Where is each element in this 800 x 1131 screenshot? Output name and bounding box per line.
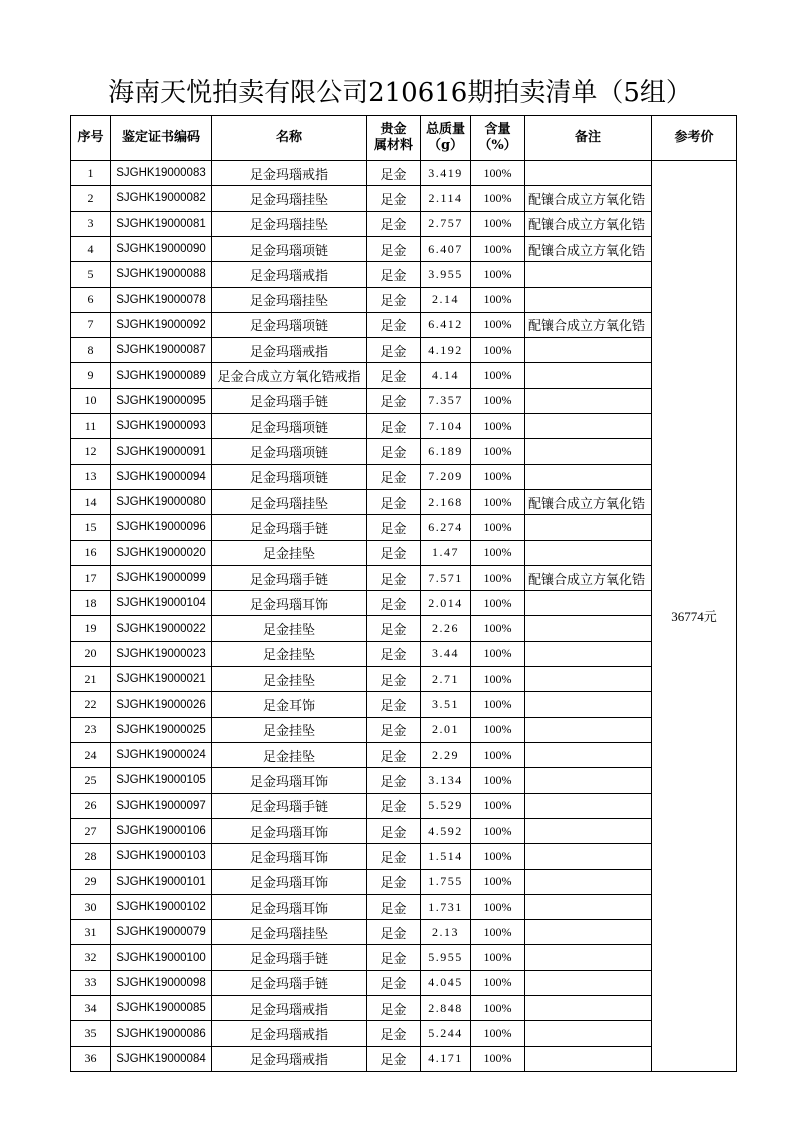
serial-number-cell: 28 bbox=[71, 844, 111, 869]
certificate-code-cell: SJGHK19000101 bbox=[111, 870, 212, 895]
purity-cell: 100% bbox=[471, 490, 525, 515]
total-weight-cell: 4.14 bbox=[421, 363, 471, 388]
material-cell: 足金 bbox=[367, 591, 421, 616]
material-cell: 足金 bbox=[367, 262, 421, 287]
item-name-cell: 足金挂坠 bbox=[212, 667, 367, 692]
material-cell: 足金 bbox=[367, 1047, 421, 1072]
certificate-code-cell: SJGHK19000099 bbox=[111, 566, 212, 591]
total-weight-cell: 2.168 bbox=[421, 490, 471, 515]
purity-cell: 100% bbox=[471, 591, 525, 616]
purity-cell: 100% bbox=[471, 1021, 525, 1046]
serial-number-cell: 16 bbox=[71, 541, 111, 566]
certificate-code-cell: SJGHK19000097 bbox=[111, 794, 212, 819]
purity-cell: 100% bbox=[471, 768, 525, 793]
header-item-name: 名称 bbox=[212, 116, 367, 161]
certificate-code-cell: SJGHK19000087 bbox=[111, 338, 212, 363]
material-cell: 足金 bbox=[367, 515, 421, 540]
serial-number-cell: 3 bbox=[71, 212, 111, 237]
purity-cell: 100% bbox=[471, 465, 525, 490]
remark-cell bbox=[525, 465, 652, 490]
item-name-cell: 足金挂坠 bbox=[212, 642, 367, 667]
serial-number-cell: 20 bbox=[71, 642, 111, 667]
certificate-code-cell: SJGHK19000095 bbox=[111, 389, 212, 414]
material-cell: 足金 bbox=[367, 288, 421, 313]
material-cell: 足金 bbox=[367, 768, 421, 793]
purity-cell: 100% bbox=[471, 363, 525, 388]
header-remark: 备注 bbox=[525, 116, 652, 161]
item-name-cell: 足金挂坠 bbox=[212, 616, 367, 641]
remark-cell bbox=[525, 591, 652, 616]
certificate-code-cell: SJGHK19000102 bbox=[111, 895, 212, 920]
reference-price-cell: 36774元 bbox=[652, 161, 737, 1072]
serial-number-cell: 14 bbox=[71, 490, 111, 515]
total-weight-cell: 6.407 bbox=[421, 237, 471, 262]
header-reference-price: 参考价 bbox=[652, 116, 737, 161]
certificate-code-cell: SJGHK19000026 bbox=[111, 692, 212, 717]
serial-number-cell: 2 bbox=[71, 186, 111, 211]
material-cell: 足金 bbox=[367, 414, 421, 439]
serial-number-cell: 33 bbox=[71, 971, 111, 996]
certificate-code-cell: SJGHK19000100 bbox=[111, 945, 212, 970]
certificate-code-cell: SJGHK19000104 bbox=[111, 591, 212, 616]
certificate-code-cell: SJGHK19000023 bbox=[111, 642, 212, 667]
purity-cell: 100% bbox=[471, 237, 525, 262]
header-certificate-code: 鉴定证书编码 bbox=[111, 116, 212, 161]
purity-cell: 100% bbox=[471, 920, 525, 945]
certificate-code-cell: SJGHK19000086 bbox=[111, 1021, 212, 1046]
remark-cell: 配镶合成立方氧化锆 bbox=[525, 212, 652, 237]
total-weight-cell: 7.209 bbox=[421, 465, 471, 490]
purity-cell: 100% bbox=[471, 895, 525, 920]
item-name-cell: 足金玛瑙耳饰 bbox=[212, 819, 367, 844]
material-cell: 足金 bbox=[367, 186, 421, 211]
total-weight-cell: 1.731 bbox=[421, 895, 471, 920]
item-name-cell: 足金玛瑙手链 bbox=[212, 566, 367, 591]
serial-number-cell: 4 bbox=[71, 237, 111, 262]
remark-cell bbox=[525, 616, 652, 641]
total-weight-cell: 2.01 bbox=[421, 718, 471, 743]
item-name-cell: 足金合成立方氧化锆戒指 bbox=[212, 363, 367, 388]
certificate-code-cell: SJGHK19000085 bbox=[111, 996, 212, 1021]
total-weight-cell: 2.71 bbox=[421, 667, 471, 692]
certificate-code-cell: SJGHK19000106 bbox=[111, 819, 212, 844]
header-material-line1: 贵金 bbox=[380, 122, 407, 137]
material-cell: 足金 bbox=[367, 667, 421, 692]
serial-number-cell: 7 bbox=[71, 313, 111, 338]
item-name-cell: 足金玛瑙挂坠 bbox=[212, 288, 367, 313]
material-cell: 足金 bbox=[367, 541, 421, 566]
total-weight-cell: 2.29 bbox=[421, 743, 471, 768]
item-name-cell: 足金玛瑙戒指 bbox=[212, 262, 367, 287]
total-weight-cell: 2.14 bbox=[421, 288, 471, 313]
material-cell: 足金 bbox=[367, 439, 421, 464]
total-weight-cell: 5.244 bbox=[421, 1021, 471, 1046]
purity-cell: 100% bbox=[471, 515, 525, 540]
serial-number-cell: 25 bbox=[71, 768, 111, 793]
item-name-cell: 足金玛瑙耳饰 bbox=[212, 895, 367, 920]
remark-cell bbox=[525, 1021, 652, 1046]
certificate-code-cell: SJGHK19000080 bbox=[111, 490, 212, 515]
purity-cell: 100% bbox=[471, 313, 525, 338]
remark-cell bbox=[525, 692, 652, 717]
remark-cell bbox=[525, 338, 652, 363]
certificate-code-cell: SJGHK19000094 bbox=[111, 465, 212, 490]
purity-cell: 100% bbox=[471, 414, 525, 439]
item-name-cell: 足金玛瑙耳饰 bbox=[212, 768, 367, 793]
header-serial-number: 序号 bbox=[71, 116, 111, 161]
header-weight-line2: （g） bbox=[427, 138, 464, 153]
serial-number-cell: 35 bbox=[71, 1021, 111, 1046]
remark-cell bbox=[525, 768, 652, 793]
total-weight-cell: 3.134 bbox=[421, 768, 471, 793]
total-weight-cell: 2.26 bbox=[421, 616, 471, 641]
purity-cell: 100% bbox=[471, 945, 525, 970]
item-name-cell: 足金玛瑙项链 bbox=[212, 414, 367, 439]
total-weight-cell: 4.171 bbox=[421, 1047, 471, 1072]
serial-number-cell: 8 bbox=[71, 338, 111, 363]
item-name-cell: 足金玛瑙项链 bbox=[212, 439, 367, 464]
total-weight-cell: 3.955 bbox=[421, 262, 471, 287]
header-weight-line1: 总质量 bbox=[425, 122, 465, 137]
remark-cell bbox=[525, 1047, 652, 1072]
serial-number-cell: 22 bbox=[71, 692, 111, 717]
material-cell: 足金 bbox=[367, 363, 421, 388]
page-title: 海南天悦拍卖有限公司210616期拍卖清单（5组） bbox=[108, 78, 692, 108]
material-cell: 足金 bbox=[367, 490, 421, 515]
remark-cell bbox=[525, 794, 652, 819]
item-name-cell: 足金玛瑙戒指 bbox=[212, 996, 367, 1021]
certificate-code-cell: SJGHK19000082 bbox=[111, 186, 212, 211]
remark-cell bbox=[525, 971, 652, 996]
purity-cell: 100% bbox=[471, 667, 525, 692]
total-weight-cell: 4.592 bbox=[421, 819, 471, 844]
certificate-code-cell: SJGHK19000084 bbox=[111, 1047, 212, 1072]
material-cell: 足金 bbox=[367, 389, 421, 414]
material-cell: 足金 bbox=[367, 566, 421, 591]
remark-cell bbox=[525, 389, 652, 414]
certificate-code-cell: SJGHK19000105 bbox=[111, 768, 212, 793]
total-weight-cell: 3.51 bbox=[421, 692, 471, 717]
total-weight-cell: 1.514 bbox=[421, 844, 471, 869]
certificate-code-cell: SJGHK19000089 bbox=[111, 363, 212, 388]
total-weight-cell: 2.014 bbox=[421, 591, 471, 616]
item-name-cell: 足金玛瑙项链 bbox=[212, 313, 367, 338]
purity-cell: 100% bbox=[471, 819, 525, 844]
auction-list-table bbox=[70, 115, 737, 1072]
material-cell: 足金 bbox=[367, 819, 421, 844]
purity-cell: 100% bbox=[471, 439, 525, 464]
remark-cell bbox=[525, 920, 652, 945]
certificate-code-cell: SJGHK19000081 bbox=[111, 212, 212, 237]
serial-number-cell: 1 bbox=[71, 161, 111, 186]
remark-cell: 配镶合成立方氧化锆 bbox=[525, 490, 652, 515]
item-name-cell: 足金玛瑙挂坠 bbox=[212, 212, 367, 237]
material-cell: 足金 bbox=[367, 161, 421, 186]
material-cell: 足金 bbox=[367, 465, 421, 490]
header-total-weight bbox=[421, 116, 471, 161]
item-name-cell: 足金玛瑙挂坠 bbox=[212, 186, 367, 211]
certificate-code-cell: SJGHK19000021 bbox=[111, 667, 212, 692]
total-weight-cell: 7.104 bbox=[421, 414, 471, 439]
remark-cell: 配镶合成立方氧化锆 bbox=[525, 566, 652, 591]
remark-cell bbox=[525, 844, 652, 869]
item-name-cell: 足金玛瑙手链 bbox=[212, 971, 367, 996]
material-cell: 足金 bbox=[367, 743, 421, 768]
item-name-cell: 足金玛瑙戒指 bbox=[212, 338, 367, 363]
serial-number-cell: 36 bbox=[71, 1047, 111, 1072]
total-weight-cell: 4.045 bbox=[421, 971, 471, 996]
purity-cell: 100% bbox=[471, 566, 525, 591]
item-name-cell: 足金玛瑙挂坠 bbox=[212, 490, 367, 515]
certificate-code-cell: SJGHK19000079 bbox=[111, 920, 212, 945]
remark-cell bbox=[525, 996, 652, 1021]
certificate-code-cell: SJGHK19000088 bbox=[111, 262, 212, 287]
total-weight-cell: 5.955 bbox=[421, 945, 471, 970]
remark-cell bbox=[525, 743, 652, 768]
remark-cell bbox=[525, 541, 652, 566]
material-cell: 足金 bbox=[367, 212, 421, 237]
total-weight-cell: 2.757 bbox=[421, 212, 471, 237]
header-material-line2: 属材料 bbox=[373, 138, 413, 153]
remark-cell bbox=[525, 161, 652, 186]
purity-cell: 100% bbox=[471, 996, 525, 1021]
purity-cell: 100% bbox=[471, 186, 525, 211]
remark-cell: 配镶合成立方氧化锆 bbox=[525, 186, 652, 211]
purity-cell: 100% bbox=[471, 212, 525, 237]
item-name-cell: 足金耳饰 bbox=[212, 692, 367, 717]
total-weight-cell: 2.848 bbox=[421, 996, 471, 1021]
item-name-cell: 足金玛瑙挂坠 bbox=[212, 920, 367, 945]
total-weight-cell: 7.571 bbox=[421, 566, 471, 591]
serial-number-cell: 12 bbox=[71, 439, 111, 464]
remark-cell bbox=[525, 870, 652, 895]
purity-cell: 100% bbox=[471, 288, 525, 313]
certificate-code-cell: SJGHK19000103 bbox=[111, 844, 212, 869]
material-cell: 足金 bbox=[367, 844, 421, 869]
header-precious-metal-material bbox=[367, 116, 421, 161]
material-cell: 足金 bbox=[367, 945, 421, 970]
item-name-cell: 足金玛瑙手链 bbox=[212, 389, 367, 414]
item-name-cell: 足金玛瑙手链 bbox=[212, 945, 367, 970]
remark-cell bbox=[525, 439, 652, 464]
certificate-code-cell: SJGHK19000093 bbox=[111, 414, 212, 439]
material-cell: 足金 bbox=[367, 971, 421, 996]
total-weight-cell: 6.274 bbox=[421, 515, 471, 540]
total-weight-cell: 2.13 bbox=[421, 920, 471, 945]
certificate-code-cell: SJGHK19000078 bbox=[111, 288, 212, 313]
purity-cell: 100% bbox=[471, 971, 525, 996]
certificate-code-cell: SJGHK19000091 bbox=[111, 439, 212, 464]
material-cell: 足金 bbox=[367, 870, 421, 895]
certificate-code-cell: SJGHK19000092 bbox=[111, 313, 212, 338]
header-purity bbox=[471, 116, 525, 161]
total-weight-cell: 5.529 bbox=[421, 794, 471, 819]
remark-cell bbox=[525, 363, 652, 388]
remark-cell: 配镶合成立方氧化锆 bbox=[525, 237, 652, 262]
material-cell: 足金 bbox=[367, 642, 421, 667]
total-weight-cell: 4.192 bbox=[421, 338, 471, 363]
serial-number-cell: 24 bbox=[71, 743, 111, 768]
certificate-code-cell: SJGHK19000098 bbox=[111, 971, 212, 996]
remark-cell: 配镶合成立方氧化锆 bbox=[525, 313, 652, 338]
remark-cell bbox=[525, 515, 652, 540]
serial-number-cell: 17 bbox=[71, 566, 111, 591]
certificate-code-cell: SJGHK19000024 bbox=[111, 743, 212, 768]
certificate-code-cell: SJGHK19000022 bbox=[111, 616, 212, 641]
material-cell: 足金 bbox=[367, 237, 421, 262]
serial-number-cell: 29 bbox=[71, 870, 111, 895]
purity-cell: 100% bbox=[471, 262, 525, 287]
material-cell: 足金 bbox=[367, 895, 421, 920]
total-weight-cell: 1.755 bbox=[421, 870, 471, 895]
remark-cell bbox=[525, 288, 652, 313]
item-name-cell: 足金挂坠 bbox=[212, 743, 367, 768]
material-cell: 足金 bbox=[367, 338, 421, 363]
serial-number-cell: 21 bbox=[71, 667, 111, 692]
remark-cell bbox=[525, 642, 652, 667]
material-cell: 足金 bbox=[367, 920, 421, 945]
serial-number-cell: 10 bbox=[71, 389, 111, 414]
total-weight-cell: 3.44 bbox=[421, 642, 471, 667]
item-name-cell: 足金挂坠 bbox=[212, 541, 367, 566]
purity-cell: 100% bbox=[471, 794, 525, 819]
serial-number-cell: 34 bbox=[71, 996, 111, 1021]
remark-cell bbox=[525, 667, 652, 692]
remark-cell bbox=[525, 414, 652, 439]
remark-cell bbox=[525, 895, 652, 920]
certificate-code-cell: SJGHK19000096 bbox=[111, 515, 212, 540]
item-name-cell: 足金挂坠 bbox=[212, 718, 367, 743]
total-weight-cell: 6.412 bbox=[421, 313, 471, 338]
material-cell: 足金 bbox=[367, 1021, 421, 1046]
header-purity-line1: 含量 bbox=[484, 122, 511, 137]
item-name-cell: 足金玛瑙项链 bbox=[212, 465, 367, 490]
certificate-code-cell: SJGHK19000090 bbox=[111, 237, 212, 262]
serial-number-cell: 9 bbox=[71, 363, 111, 388]
certificate-code-cell: SJGHK19000020 bbox=[111, 541, 212, 566]
certificate-code-cell: SJGHK19000083 bbox=[111, 161, 212, 186]
total-weight-cell: 7.357 bbox=[421, 389, 471, 414]
serial-number-cell: 18 bbox=[71, 591, 111, 616]
total-weight-cell: 6.189 bbox=[421, 439, 471, 464]
material-cell: 足金 bbox=[367, 313, 421, 338]
serial-number-cell: 23 bbox=[71, 718, 111, 743]
remark-cell bbox=[525, 718, 652, 743]
serial-number-cell: 19 bbox=[71, 616, 111, 641]
purity-cell: 100% bbox=[471, 161, 525, 186]
material-cell: 足金 bbox=[367, 996, 421, 1021]
item-name-cell: 足金玛瑙手链 bbox=[212, 794, 367, 819]
remark-cell bbox=[525, 945, 652, 970]
serial-number-cell: 26 bbox=[71, 794, 111, 819]
total-weight-cell: 2.114 bbox=[421, 186, 471, 211]
header-purity-line2: （%） bbox=[478, 138, 517, 153]
purity-cell: 100% bbox=[471, 642, 525, 667]
item-name-cell: 足金玛瑙项链 bbox=[212, 237, 367, 262]
serial-number-cell: 15 bbox=[71, 515, 111, 540]
serial-number-cell: 27 bbox=[71, 819, 111, 844]
item-name-cell: 足金玛瑙戒指 bbox=[212, 1047, 367, 1072]
purity-cell: 100% bbox=[471, 389, 525, 414]
item-name-cell: 足金玛瑙手链 bbox=[212, 515, 367, 540]
purity-cell: 100% bbox=[471, 692, 525, 717]
item-name-cell: 足金玛瑙耳饰 bbox=[212, 591, 367, 616]
material-cell: 足金 bbox=[367, 794, 421, 819]
serial-number-cell: 6 bbox=[71, 288, 111, 313]
purity-cell: 100% bbox=[471, 541, 525, 566]
material-cell: 足金 bbox=[367, 718, 421, 743]
purity-cell: 100% bbox=[471, 718, 525, 743]
item-name-cell: 足金玛瑙耳饰 bbox=[212, 870, 367, 895]
serial-number-cell: 5 bbox=[71, 262, 111, 287]
item-name-cell: 足金玛瑙耳饰 bbox=[212, 844, 367, 869]
total-weight-cell: 1.47 bbox=[421, 541, 471, 566]
serial-number-cell: 30 bbox=[71, 895, 111, 920]
material-cell: 足金 bbox=[367, 692, 421, 717]
item-name-cell: 足金玛瑙戒指 bbox=[212, 1021, 367, 1046]
remark-cell bbox=[525, 262, 652, 287]
material-cell: 足金 bbox=[367, 616, 421, 641]
purity-cell: 100% bbox=[471, 1047, 525, 1072]
certificate-code-cell: SJGHK19000025 bbox=[111, 718, 212, 743]
serial-number-cell: 13 bbox=[71, 465, 111, 490]
total-weight-cell: 3.419 bbox=[421, 161, 471, 186]
purity-cell: 100% bbox=[471, 616, 525, 641]
serial-number-cell: 11 bbox=[71, 414, 111, 439]
serial-number-cell: 32 bbox=[71, 945, 111, 970]
serial-number-cell: 31 bbox=[71, 920, 111, 945]
remark-cell bbox=[525, 819, 652, 844]
purity-cell: 100% bbox=[471, 844, 525, 869]
purity-cell: 100% bbox=[471, 338, 525, 363]
purity-cell: 100% bbox=[471, 743, 525, 768]
purity-cell: 100% bbox=[471, 870, 525, 895]
item-name-cell: 足金玛瑙戒指 bbox=[212, 161, 367, 186]
